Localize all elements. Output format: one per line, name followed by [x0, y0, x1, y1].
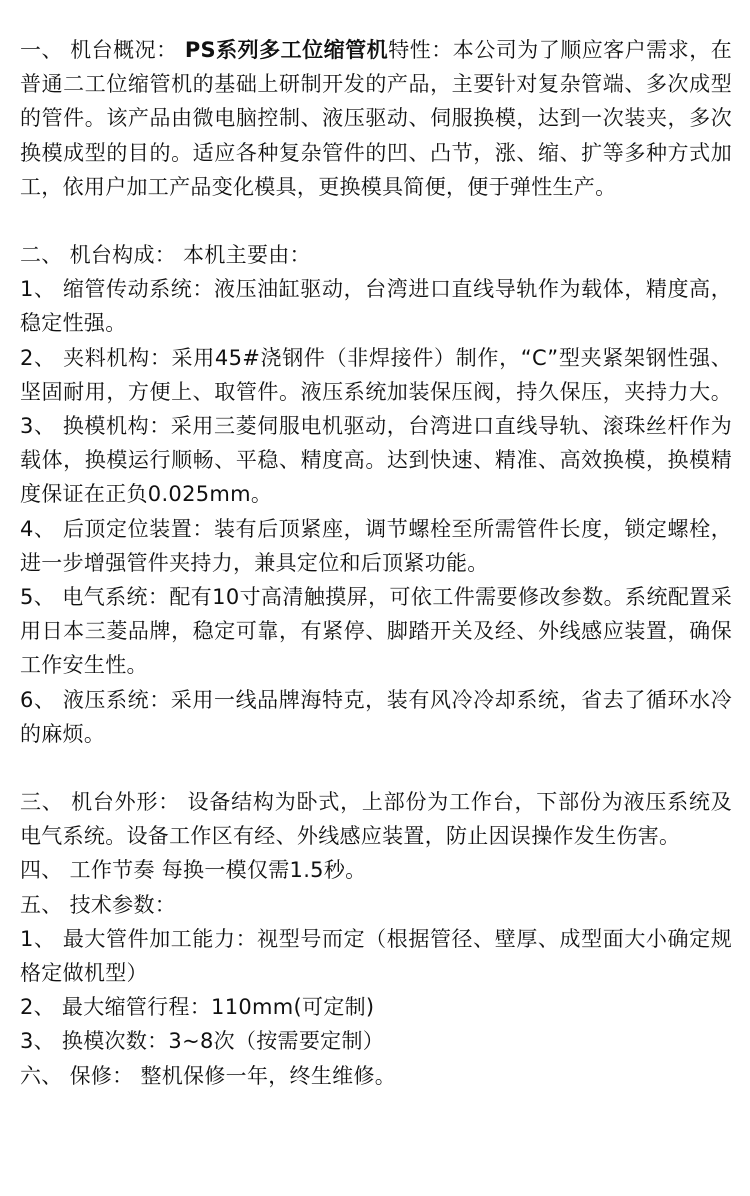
- overview-prefix: 一、 机台概况：: [20, 38, 185, 62]
- spacer: [20, 204, 732, 238]
- composition-item-clamping: 2、 夹料机构：采用45#浇钢件（非焊接件）制作，“C”型夹紧架钢性强、坚固耐用，方便上、取管件。液压系统加装保压阀，持久保压，夹持力大。 3、 换模机构：采用三菱伺服电机驱动，台湾进口直线导轨、滚珠丝杆作为载体，换模运行顺畅、平稳、精度高。达到快速、精准、高效换模，换模精度保证在正负0.025mm。: [20, 345, 732, 507]
- overview-body: 特性：本公司为了顺应客户需求，在普通二工位缩管机的基础上研制开发的产品，主要针对复杂管端、多次成型的管件。该产品由微电脑控制、液压驱动、伺服换模，达到一次装夹，多次换模成型的目的。适应各种复杂管件的凹、凸节，涨、缩、扩等多种方式加工，依用户加工产品变化模具，更换模具简便，便于弹性生产。: [20, 38, 732, 199]
- tech-param-capacity: 1、 最大管件加工能力：视型号而定（根据管径、壁厚、成型面大小确定规格定做机型）: [20, 926, 732, 986]
- spec-document: [20, 33, 732, 1093]
- tech-param-stroke: 2、 最大缩管行程：110mm(可定制): [20, 995, 375, 1020]
- section-appearance: 三、 机台外形： 设备结构为卧式，上部份为工作台，下部份为液压系统及电气系统。设备工作区有经、外线感应装置，防止因误操作发生伤害。: [20, 790, 732, 849]
- composition-item-rear-positioning: 4、 后顶定位装置：装有后顶紧座，调节螺栓至所需管件长度，锁定螺栓，进一步增强管件夹持力，兼具定位和后顶紧功能。: [20, 516, 732, 575]
- section-composition-heading: 二、 机台构成： 本机主要由：: [20, 243, 311, 268]
- composition-item-transmission: 1、 缩管传动系统：液压油缸驱动，台湾进口直线导轨作为载体，精度高，稳定性强。: [20, 277, 732, 336]
- section-tech-params-heading: 五、 技术参数：: [20, 892, 177, 917]
- product-name: PS系列多工位缩管机: [184, 38, 389, 62]
- section-warranty: 六、 保修： 整机保修一年，终生维修。: [20, 1063, 397, 1088]
- section-work-rhythm: 四、 工作节奏 每换一模仅需1.5秒。: [20, 858, 367, 883]
- spacer: [20, 751, 732, 785]
- composition-item-hydraulic: 6、 液压系统：采用一线品牌海特克，装有风冷冷却系统，省去了循环水冷的麻烦。: [20, 687, 732, 746]
- tech-param-die-changes: 3、 换模次数：3~8次（按需要定制）: [20, 1029, 385, 1054]
- composition-item-electrical: 5、 电气系统：配有10寸高清触摸屏，可依工件需要修改参数。系统配置采用日本三菱品牌，稳定可靠，有紧停、脚踏开关及经、外线感应装置，确保工作安生性。: [20, 585, 732, 678]
- section-overview: [20, 33, 732, 204]
